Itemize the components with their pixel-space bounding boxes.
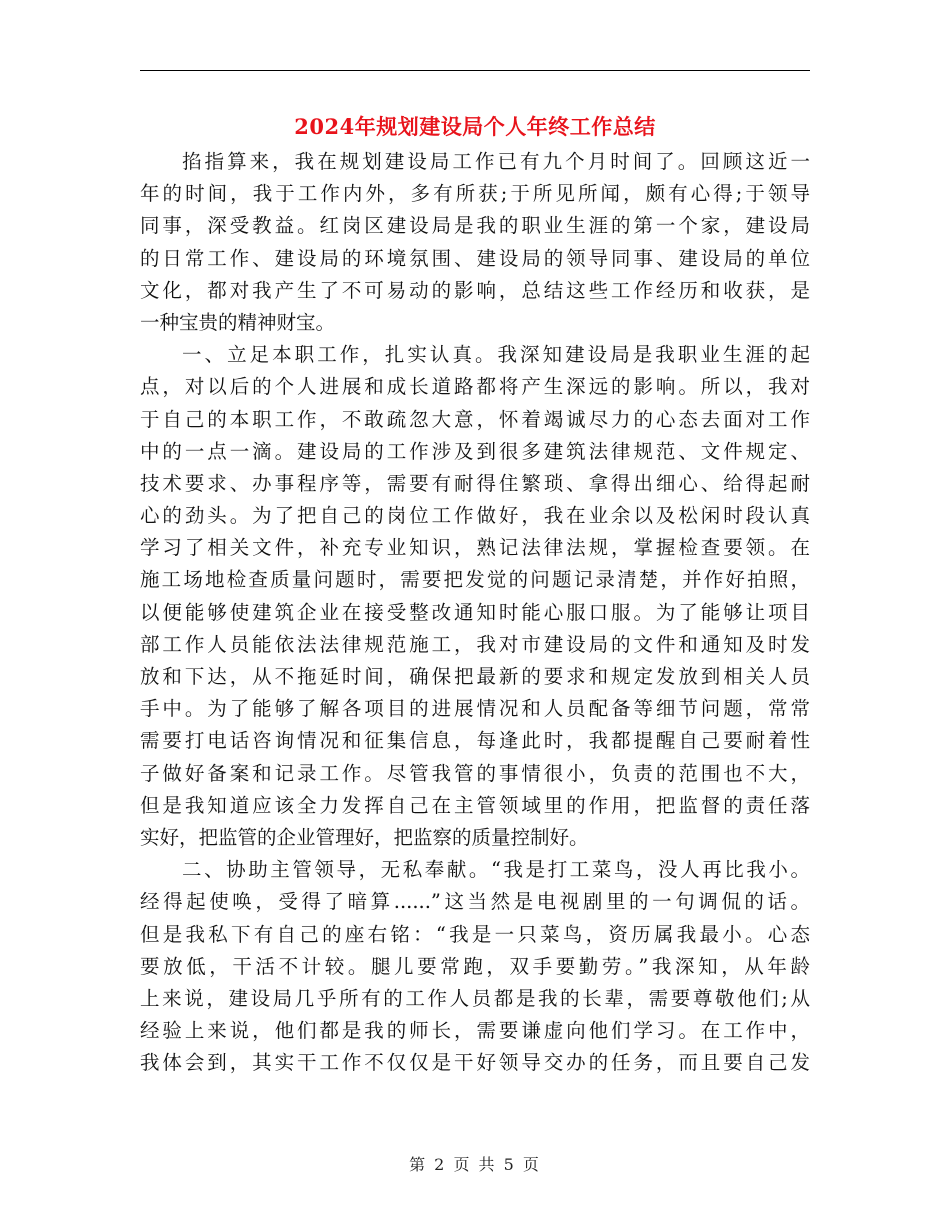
text-line: 文化，都对我产生了不可易动的影响，总结这些工作经历和收获，是 bbox=[140, 278, 810, 302]
text-line: 技术要求、办事程序等，需要有耐得住繁琐、拿得出细心、给得起耐 bbox=[140, 471, 810, 495]
text-line: 但是我私下有自己的座右铭：“我是一只菜鸟，资历属我最小。心态 bbox=[140, 922, 810, 946]
text-line: 手中。为了能够了解各项目的进展情况和人员配备等细节问题，常常 bbox=[140, 697, 810, 721]
text-line: 学习了相关文件，补充专业知识，熟记法律法规，掌握检查要领。在 bbox=[140, 536, 810, 560]
document-body bbox=[140, 146, 810, 1079]
text-line: 经验上来说，他们都是我的师长，需要谦虚向他们学习。在工作中， bbox=[140, 1019, 810, 1043]
text-line: 以便能够使建筑企业在接受整改通知时能心服口服。为了能够让项目 bbox=[140, 600, 810, 624]
paragraph-3 bbox=[140, 854, 810, 1079]
paragraph-1 bbox=[140, 146, 810, 339]
text-line: 点，对以后的个人进展和成长道路都将产生深远的影响。所以，我对 bbox=[140, 375, 810, 399]
text-line: 掐指算来，我在规划建设局工作已有九个月时间了。回顾这近一 bbox=[182, 150, 810, 173]
text-line: 年的时间，我于工作内外，多有所获;于所见所闻，颇有心得;于领导 bbox=[140, 182, 810, 206]
text-line: 于自己的本职工作，不敢疏忽大意，怀着竭诚尽力的心态去面对工作 bbox=[140, 407, 810, 431]
page-title: 2024年规划建设局个人年终工作总结 bbox=[294, 114, 656, 139]
text-line: 需要打电话咨询情况和征集信息，每逢此时，我都提醒自己要耐着性 bbox=[140, 729, 810, 753]
text-line: 经得起使唤，受得了暗算......”这当然是电视剧里的一句调侃的话。 bbox=[140, 890, 810, 914]
paragraph-2 bbox=[140, 339, 810, 854]
text-line: 同事，深受教益。红岗区建设局是我的职业生涯的第一个家，建设局 bbox=[140, 214, 810, 238]
page-number-footer: 第 2 页 共 5 页 bbox=[409, 1155, 541, 1174]
text-line: 要放低，干活不计较。腿儿要常跑，双手要勤劳。”我深知，从年龄 bbox=[140, 954, 810, 978]
text-line: 二、协助主管领导，无私奉献。“我是打工菜鸟，没人再比我小。 bbox=[182, 858, 810, 882]
text-line: 的日常工作、建设局的环境氛围、建设局的领导同事、建设局的单位 bbox=[140, 246, 810, 270]
text-line: 部工作人员能依法法律规范施工，我对市建设局的文件和通知及时发 bbox=[140, 632, 810, 656]
text-line: 一、立足本职工作，扎实认真。我深知建设局是我职业生涯的起 bbox=[182, 343, 810, 367]
text-line: 实好，把监管的企业管理好，把监察的质量控制好。 bbox=[140, 825, 589, 849]
text-line: 上来说，建设局几乎所有的工作人员都是我的长辈，需要尊敬他们;从 bbox=[140, 986, 810, 1010]
text-line: 放和下达，从不拖延时间，确保把最新的要求和规定发放到相关人员 bbox=[140, 665, 810, 688]
text-line: 但是我知道应该全力发挥自己在主管领域里的作用，把监督的责任落 bbox=[140, 793, 810, 817]
text-line: 一种宝贵的精神财宝。 bbox=[140, 310, 336, 334]
text-line: 我体会到，其实干工作不仅仅是干好领导交办的任务，而且要自己发 bbox=[140, 1051, 810, 1075]
text-line: 子做好备案和记录工作。尽管我管的事情很小，负责的范围也不大， bbox=[140, 761, 810, 785]
text-line: 心的劲头。为了把自己的岗位工作做好，我在业余以及松闲时段认真 bbox=[140, 504, 810, 528]
header-rule bbox=[140, 70, 810, 71]
text-line: 中的一点一滴。建设局的工作涉及到很多建筑法律规范、文件规定、 bbox=[140, 439, 810, 463]
text-line: 施工场地检查质量问题时，需要把发觉的问题记录清楚，并作好拍照， bbox=[140, 568, 810, 592]
